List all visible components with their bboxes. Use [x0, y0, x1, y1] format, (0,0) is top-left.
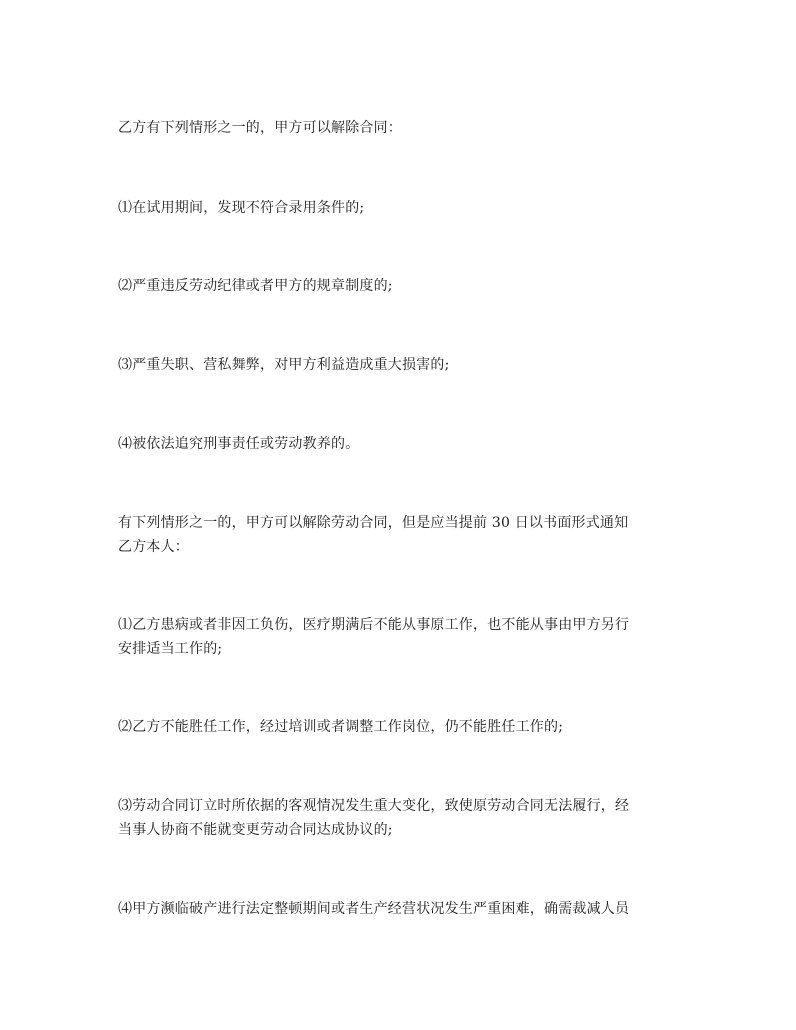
list-item-dereliction — [118, 353, 688, 377]
paragraph-line: ⑶劳动合同订立时所依据的客观情况发生重大变化，致使原劳动合同无法履行，经 — [118, 798, 630, 814]
list-item-incompetence — [118, 715, 688, 739]
paragraph-line: ⑷甲方濒临破产进行法定整顿期间或者生产经营状况发生严重困难，确需裁减人员 — [118, 901, 630, 917]
list-item-illness — [118, 613, 688, 661]
paragraph-line: 当事人协商不能就变更劳动合同达成协议的; — [118, 822, 393, 838]
paragraph-line: ⑷被依法追究刑事责任或劳动教养的。 — [118, 436, 360, 452]
paragraph-line: 安排适当工作的; — [118, 641, 223, 657]
paragraph-intro-termination — [118, 116, 688, 140]
list-item-discipline — [118, 274, 688, 298]
paragraph-line: 有下列情形之一的，甲方可以解除劳动合同，但是应当提前 30 日以书面形式通知 — [118, 515, 629, 531]
paragraph-line: ⑵严重违反劳动纪律或者甲方的规章制度的; — [118, 278, 393, 294]
list-item-probation — [118, 196, 688, 220]
paragraph-line: ⑴在试用期间，发现不符合录用条件的; — [118, 200, 365, 216]
list-item-circumstance-change — [118, 794, 688, 842]
paragraph-line: 乙方有下列情形之一的，甲方可以解除合同： — [118, 120, 402, 136]
paragraph-line: ⑶严重失职、营私舞弊，对甲方利益造成重大损害的; — [118, 357, 450, 373]
paragraph-line: 乙方本人： — [118, 539, 189, 555]
paragraph-intro-notice — [118, 511, 688, 559]
paragraph-line: ⑴乙方患病或者非因工负伤，医疗期满后不能从事原工作，也不能从事由甲方另行 — [118, 617, 630, 633]
paragraph-line: ⑵乙方不能胜任工作，经过培训或者调整工作岗位，仍不能胜任工作的; — [118, 719, 564, 735]
list-item-criminal — [118, 432, 688, 456]
list-item-bankruptcy — [118, 897, 688, 921]
